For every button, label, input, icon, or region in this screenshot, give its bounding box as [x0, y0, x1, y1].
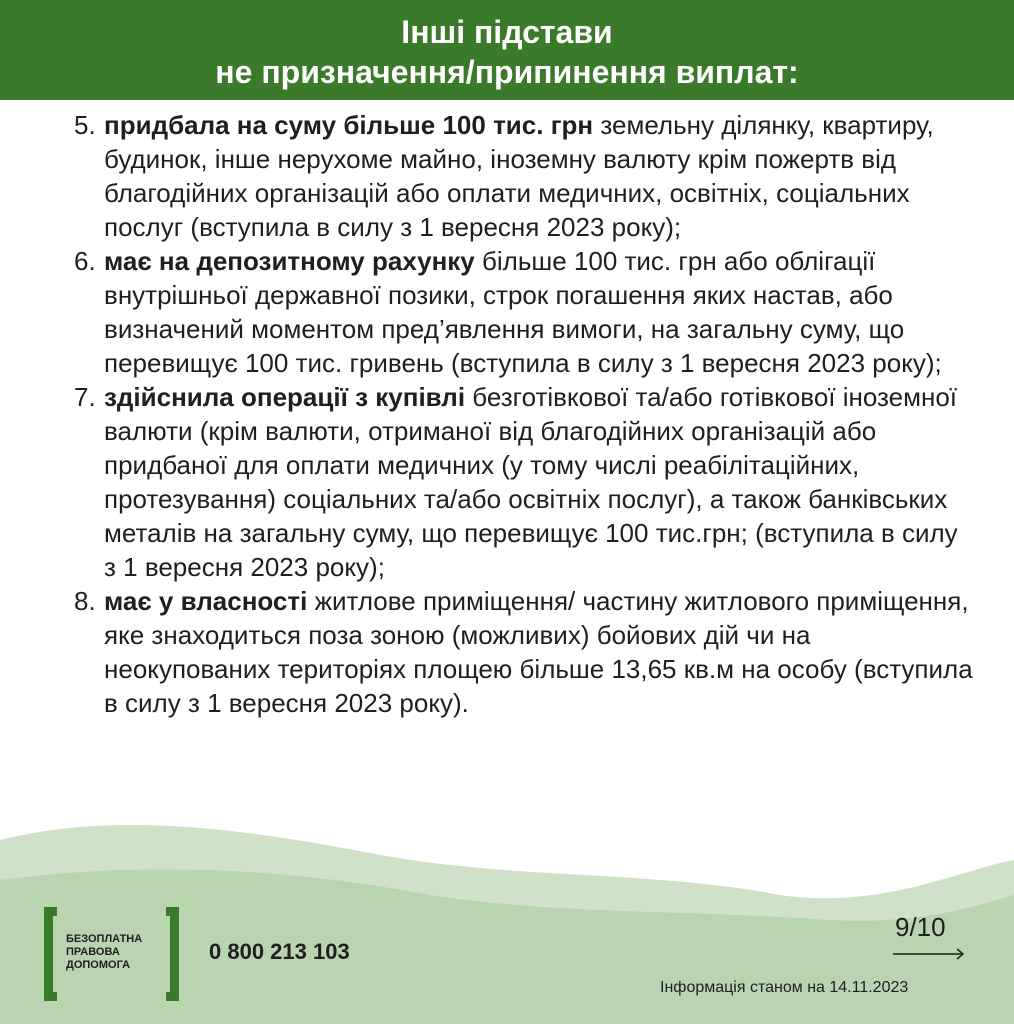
item-number: 5. [74, 110, 96, 140]
bpd-logo [44, 907, 179, 1001]
logo-bracket-right [166, 907, 179, 1001]
list-item-6 [74, 244, 974, 380]
conditions-list [74, 108, 974, 720]
logo-line3: ДОПОМОГА [66, 959, 131, 971]
hotline-phone: 0 800 213 103 [209, 939, 350, 964]
item-bold-text: здійснила операції з купівлі [104, 382, 466, 412]
item-bold-text: має на депозитному рахунку [104, 246, 475, 276]
item-number: 6. [74, 246, 96, 276]
logo-line2: ПРАВОВА [66, 946, 120, 958]
header-title-line1: Інші підстави [401, 14, 613, 50]
item-text: житлове приміщення/ частину житлового приміщення, яке знаходиться поза зоною (можливих) бойових дій чи на неокупованих територіях площею більше 13,65 кв.м на особу (вступила в силу з 1 вересня 2023 року). [104, 586, 973, 718]
logo-line1: БЕЗОПЛАТНА [66, 933, 143, 945]
logo-bracket-left [44, 907, 57, 1001]
item-bold-text: придбала на суму більше 100 тис. грн [104, 110, 594, 140]
item-text: безготівкової та/або готівкової іноземної валюти (крім валюти, отриманої від благодійних організацій або придбаної для оплати медичних (у тому числі реабілітаційних, протезування) соціальних та/або освітніх послуг), а також банківських металів на загальну суму, що перевищує 100 тис.грн; (вступила в силу з 1 вересня 2023 року); [104, 382, 958, 582]
item-number: 7. [74, 382, 96, 412]
list-item-7 [74, 380, 974, 584]
logo-text [66, 933, 166, 972]
header-title-line2: не призначення/припинення виплат: [215, 54, 799, 90]
header-banner [0, 0, 1014, 100]
content [74, 108, 974, 720]
list-item-8 [74, 584, 974, 720]
item-text: більше 100 тис. грн або облігації внутрішньої державної позики, строк погашення яких настав, або визначений моментом пред’явлення вимоги, на загальну суму, що перевищує 100 тис. гривень (вступила в силу з 1 вересня 2023 року); [104, 246, 942, 378]
list-item-5 [74, 108, 974, 244]
item-text: земельну ділянку, квартиру, будинок, інше нерухоме майно, іноземну валюту крім пожертв від благодійних організацій або оплати медичних, освітніх, соціальних послуг (вступила в силу з 1 вересня 2023 року); [104, 110, 934, 242]
item-number: 8. [74, 586, 96, 616]
info-date: Інформація станом на 14.11.2023 [660, 979, 909, 996]
page-counter: 9/10 [895, 912, 946, 942]
item-bold-text: має у власності [104, 586, 308, 616]
arrow-right-icon [893, 948, 965, 960]
